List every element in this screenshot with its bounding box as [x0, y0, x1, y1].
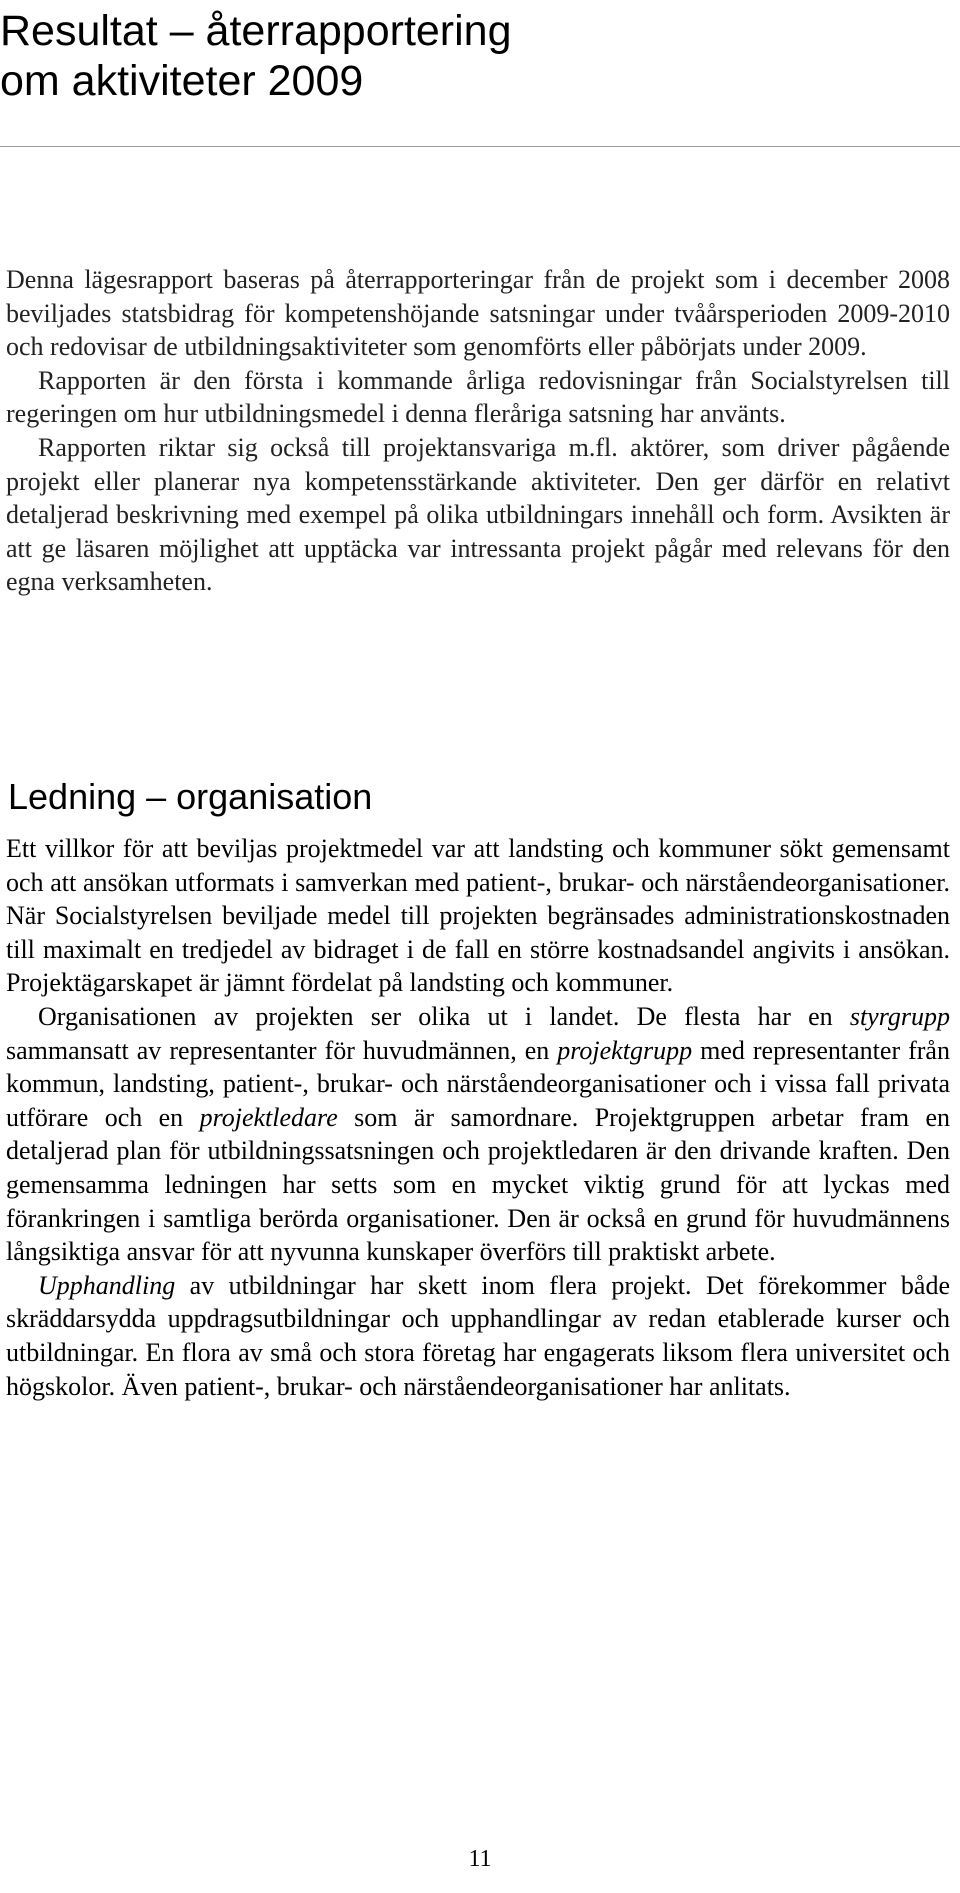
section-paragraph-2: [6, 1000, 950, 1269]
section-body: [6, 832, 950, 1403]
term-styrgrupp: styrgrupp: [849, 1001, 950, 1031]
section-heading: Ledning – organisation: [8, 776, 373, 817]
intro-paragraph-3: Rapporten riktar sig också till projektansvariga m.fl. aktörer, som driver pågående projekt eller planerar nya kompetensstärkande aktiviteter. Den ger därför en relativt detaljerad beskrivning med exempel på olika utbildningars innehåll och form. Avsikten är att ge läsaren möjlighet att upptäcka var intressanta projekt pågår med relevans för den egna verksamheten.: [6, 432, 950, 597]
page-title-line-1: Resultat – återrapportering: [0, 7, 512, 55]
page-title: [0, 6, 900, 106]
intro-paragraph-1: Denna lägesrapport baseras på återrapporteringar från de projekt som i december 2008 beviljades statsbidrag för kompetenshöjande satsningar under tvåårsperioden 2009-2010 och redovisar de utbildningsaktiviteter som genomförts eller påbörjats under 2009.: [6, 265, 950, 362]
paragraph-text: Organisationen av projekten ser olika ut i landet. De flesta har en: [38, 1001, 850, 1031]
paragraph-text: med representanter från kommun, landsting, patient-, brukar- och närståendeorganisationer och i vissa fall privata utförare och en: [6, 1035, 950, 1132]
title-divider: [0, 146, 960, 147]
section-paragraph-1: Ett villkor för att beviljas projektmedel var att landsting och kommuner sökt gemensamt och att ansökan utformats i samverkan med patient-, brukar- och närståendeorganisationer. När Socialstyrelsen beviljade medel till projekten begränsades administrationskostnaden till maximalt en tredjedel av bidraget i de fall en större kostnadsandel angivits i ansökan. Projektägarskapet är jämnt fördelat på landsting och kommuner.: [6, 834, 950, 998]
intro-section: [6, 263, 950, 599]
term-projektgrupp: projektgrupp: [557, 1035, 693, 1065]
section-paragraph-3: [6, 1269, 950, 1403]
paragraph-text: av utbildningar har skett inom flera projekt. Det förekommer både skräddarsydda uppdragsutbildningar och upphandlingar av redan etablerade kurser och utbildningar. En flora av små och stora företag har engagerats liksom flera universitet och högskolor. Även patient-, brukar- och närståendeorganisationer har anlitats.: [6, 1270, 950, 1401]
page-title-line-2: om aktiviteter 2009: [0, 57, 364, 105]
page-number: 11: [468, 1846, 492, 1872]
intro-paragraph-2: Rapporten är den första i kommande årliga redovisningar från Socialstyrelsen till regeringen om hur utbildningsmedel i denna fleråriga satsning har använts.: [6, 365, 950, 429]
paragraph-text: sammansatt av representanter för huvudmännen, en: [6, 1035, 558, 1065]
term-upphandling: Upphandling: [38, 1270, 176, 1300]
paragraph-text: som är samordnare. Projektgruppen arbetar fram en detaljerad plan för utbildningssatsningen och projektledaren är den drivande kraften. Den gemensamma ledningen har setts som en mycket viktig grund för att lyckas med förankringen i samtliga berörda organisationer. Den är också en grund för huvudmännens långsiktiga ansvar för att nyvunna kunskaper överförs till praktiskt arbete.: [6, 1102, 951, 1267]
term-projektledare: projektledare: [199, 1102, 338, 1132]
